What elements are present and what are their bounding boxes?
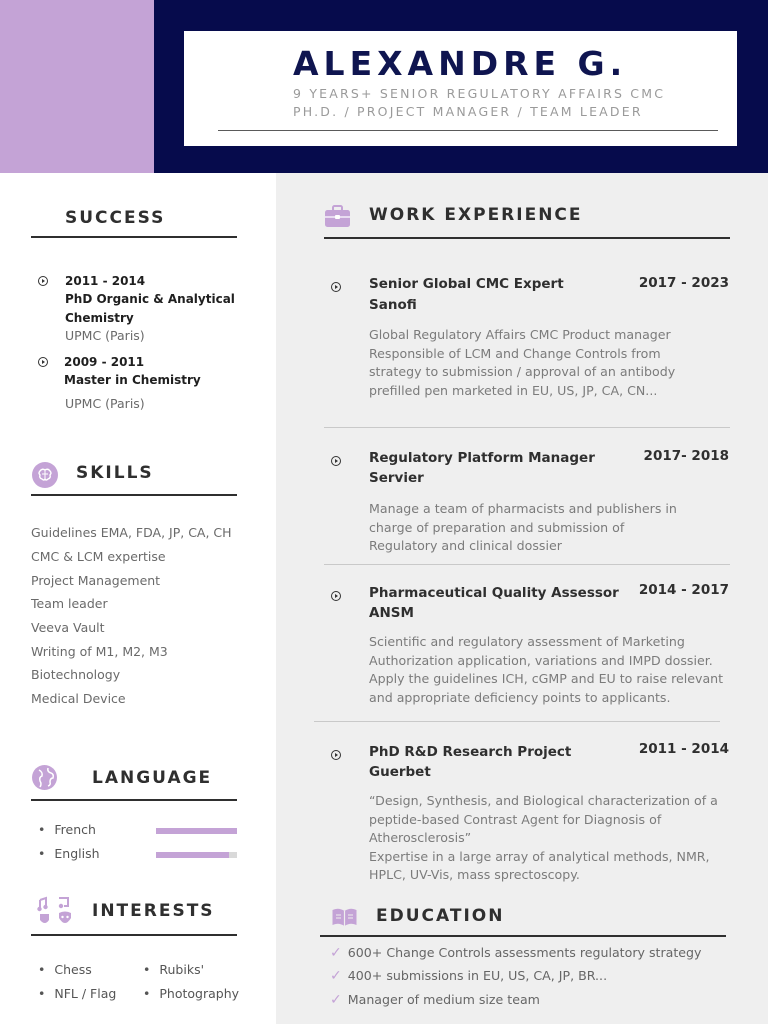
job-title: Regulatory Platform Manager [369, 450, 595, 466]
job-divider [324, 564, 730, 565]
skill-item: Project Management [31, 573, 161, 588]
job-divider [324, 427, 730, 428]
language-name: • English [38, 846, 100, 861]
success-degree: Master in Chemistry [64, 373, 201, 387]
circle-arrow-icon [38, 276, 48, 286]
work-title: WORK EXPERIENCE [369, 205, 583, 225]
briefcase-icon [324, 205, 351, 232]
circle-arrow-icon [331, 591, 341, 601]
skill-item: Medical Device [31, 691, 126, 706]
education-title: EDUCATION [376, 906, 505, 926]
job-description: Global Regulatory Affairs CMC Product manager Responsible of LCM and Change Controls from strategy to submission / approval of an antibody prefilled pen marketed in EU, US, JP, CA, CN... [369, 327, 676, 398]
job-dates: 2014 - 2017 [638, 582, 729, 598]
circle-arrow-icon [331, 456, 341, 466]
job-title: Senior Global CMC Expert [369, 276, 564, 292]
circle-arrow-icon [331, 750, 341, 760]
education-rule [320, 935, 726, 937]
job-description: Manage a team of pharmacists and publishers in charge of preparation and submission of Regulatory and clinical dossier [369, 501, 677, 553]
language-level-fill [156, 852, 229, 858]
success-title: SUCCESS [65, 208, 166, 228]
skill-item: Biotechnology [31, 667, 121, 682]
job-company: Guerbet [369, 764, 431, 780]
success-degree-cont: Chemistry [65, 311, 134, 325]
book-icon [331, 907, 358, 931]
job-description: “Design, Synthesis, and Biological characterization of a peptide-based Contrast Agent for Diagnosis of Atherosclerosis” Expertise in a large array of analytical methods, NMR, HPLC, UV-Vis, mass sprectoscopy. [369, 793, 718, 882]
header-subtitle-2: PH.D. / PROJECT MANAGER / TEAM LEADER [293, 104, 643, 119]
job-title: Pharmaceutical Quality Assessor [369, 585, 619, 601]
interests-title: INTERESTS [92, 901, 215, 921]
education-item: ✓ Manager of medium size team [330, 992, 540, 1008]
job-description: Scientific and regulatory assessment of Marketing Authorization application, variations and IMPD dossier. Apply the guidelines ICH, cGMP and EU to raise relevant and appropriate deficiency points to applicants. [369, 634, 724, 705]
header-accent-block [0, 0, 154, 173]
job-dates: 2017- 2018 [643, 448, 729, 464]
music-theater-icon [37, 896, 75, 932]
job-dates: 2017 - 2023 [638, 275, 729, 291]
language-title: LANGUAGE [92, 768, 213, 788]
skill-item: Veeva Vault [31, 620, 105, 635]
header-divider [218, 130, 718, 131]
success-rule [31, 236, 237, 238]
success-degree: PhD Organic & Analytical [65, 292, 235, 306]
interest-item: • Rubiks' [143, 962, 204, 977]
job-title: PhD R&D Research Project [369, 744, 572, 760]
language-level-bar [156, 852, 237, 858]
success-years: 2011 - 2014 [65, 274, 146, 288]
success-school: UPMC (Paris) [65, 396, 145, 411]
skills-title: SKILLS [76, 463, 154, 483]
work-rule [324, 237, 730, 239]
brain-icon [31, 461, 59, 493]
language-level-fill [156, 828, 237, 834]
job-divider [314, 721, 720, 722]
language-name: • French [38, 822, 96, 837]
job-company: Sanofi [369, 297, 417, 313]
job-company: Servier [369, 470, 424, 486]
skill-item: Team leader [31, 596, 108, 611]
check-icon: ✓ [330, 945, 342, 961]
person-name: ALEXANDRE G. [293, 44, 628, 83]
interest-item: • Chess [38, 962, 92, 977]
circle-arrow-icon [38, 357, 48, 367]
header-subtitle-1: 9 YEARS+ SENIOR REGULATORY AFFAIRS CMC [293, 86, 666, 101]
job-company: ANSM [369, 605, 414, 621]
language-level-bar [156, 828, 237, 834]
education-item: ✓ 600+ Change Controls assessments regulatory strategy [330, 945, 702, 961]
success-school: UPMC (Paris) [65, 328, 145, 343]
interest-item: • Photography [143, 986, 239, 1001]
success-years: 2009 - 2011 [64, 355, 145, 369]
skills-rule [31, 494, 237, 496]
skill-item: Guidelines EMA, FDA, JP, CA, CH [31, 525, 232, 540]
job-dates: 2011 - 2014 [638, 741, 729, 757]
globe-icon [31, 764, 58, 795]
check-icon: ✓ [330, 968, 342, 984]
interest-item: • NFL / Flag [38, 986, 116, 1001]
interests-rule [31, 934, 237, 936]
skill-item: Writing of M1, M2, M3 [31, 644, 168, 659]
language-rule [31, 799, 237, 801]
check-icon: ✓ [330, 992, 342, 1008]
skill-item: CMC & LCM expertise [31, 549, 166, 564]
education-item: ✓ 400+ submissions in EU, US, CA, JP, BR... [330, 968, 608, 984]
circle-arrow-icon [331, 282, 341, 292]
